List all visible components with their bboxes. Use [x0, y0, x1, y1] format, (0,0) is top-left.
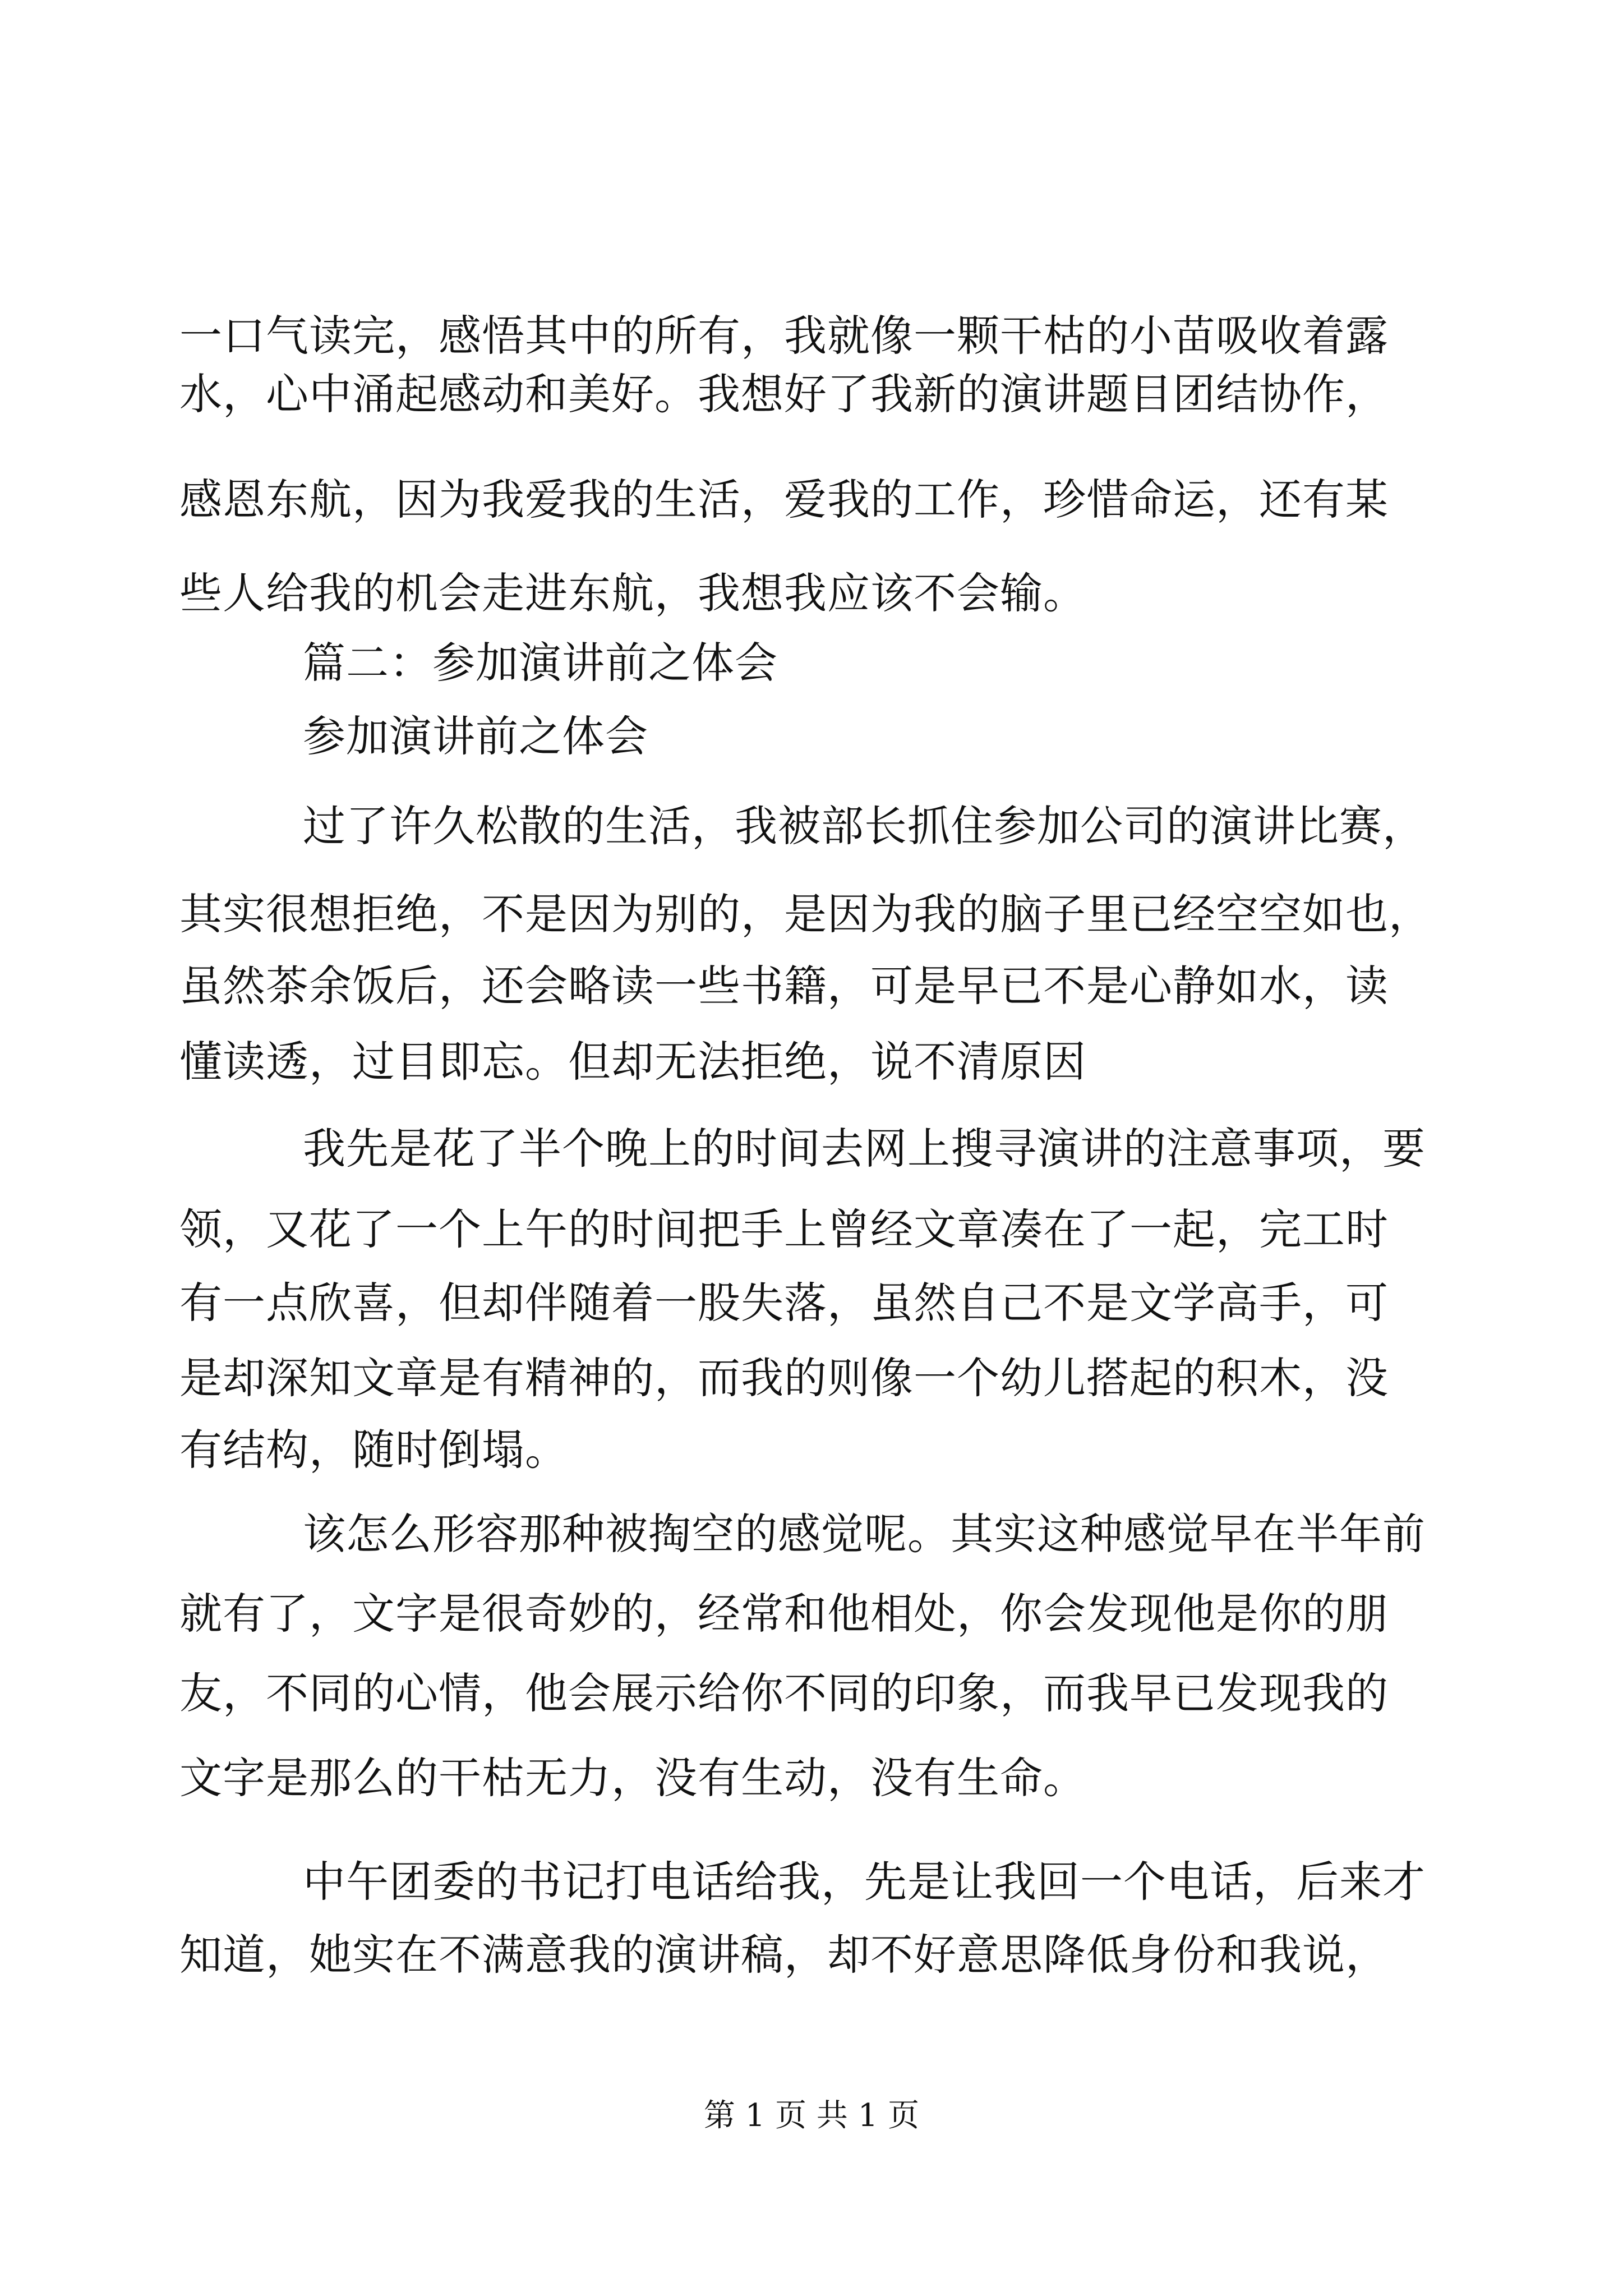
body-text-line: 有结构，随时倒塌。: [179, 1425, 568, 1475]
body-text-line: 虽然茶余饭后，还会略读一些书籍，可是早已不是心静如水，读: [179, 961, 1389, 1011]
body-text-line: 有一点欣喜，但却伴随着一股失落，虽然自己不是文学高手，可: [179, 1278, 1389, 1328]
body-text-line: 友，不同的心情，他会展示给你不同的印象，而我早已发现我的: [179, 1668, 1389, 1718]
page-number-footer: 第 1 页 共 1 页: [703, 2097, 920, 2134]
body-text-line: 一口气读完，感悟其中的所有，我就像一颗干枯的小苗吸收着露: [179, 311, 1389, 361]
body-text-line: 就有了，文字是很奇妙的，经常和他相处，你会发现他是你的朋: [179, 1589, 1389, 1639]
body-text-line: 水，心中涌起感动和美好。我想好了我新的演讲题目团结协作，: [179, 369, 1389, 419]
body-text-line: 是却深知文章是有精神的，而我的则像一个幼儿搭起的积木，没: [179, 1353, 1389, 1403]
body-text-line: 我先是花了半个晚上的时间去网上搜寻演讲的注意事项，要: [303, 1124, 1426, 1174]
body-text-line: 知道，她实在不满意我的演讲稿，却不好意思降低身份和我说，: [179, 1930, 1389, 1980]
body-text-line: 中午团委的书记打电话给我，先是让我回一个电话，后来才: [303, 1857, 1426, 1907]
section-heading: 篇二：参加演讲前之体会: [303, 638, 778, 688]
body-text-line: 些人给我的机会走进东航，我想我应该不会输。: [179, 568, 1086, 618]
body-text-line: 领，又花了一个上午的时间把手上曾经文章凑在了一起，完工时: [179, 1204, 1389, 1254]
body-text-line: 文字是那么的干枯无力，没有生动，没有生命。: [179, 1753, 1086, 1803]
body-text-line: 其实很想拒绝，不是因为别的，是因为我的脑子里已经空空如也，: [179, 889, 1432, 939]
article-title: 参加演讲前之体会: [303, 711, 648, 761]
body-text-line: 该怎么形容那种被掏空的感觉呢。其实这种感觉早在半年前: [303, 1509, 1426, 1559]
body-text-line: 过了许久松散的生活，我被部长抓住参加公司的演讲比赛，: [303, 801, 1426, 851]
body-text-line: 懂读透，过目即忘。但却无法拒绝，说不清原因: [179, 1037, 1086, 1087]
body-text-line: 感恩东航，因为我爱我的生活，爱我的工作，珍惜命运，还有某: [179, 475, 1389, 524]
